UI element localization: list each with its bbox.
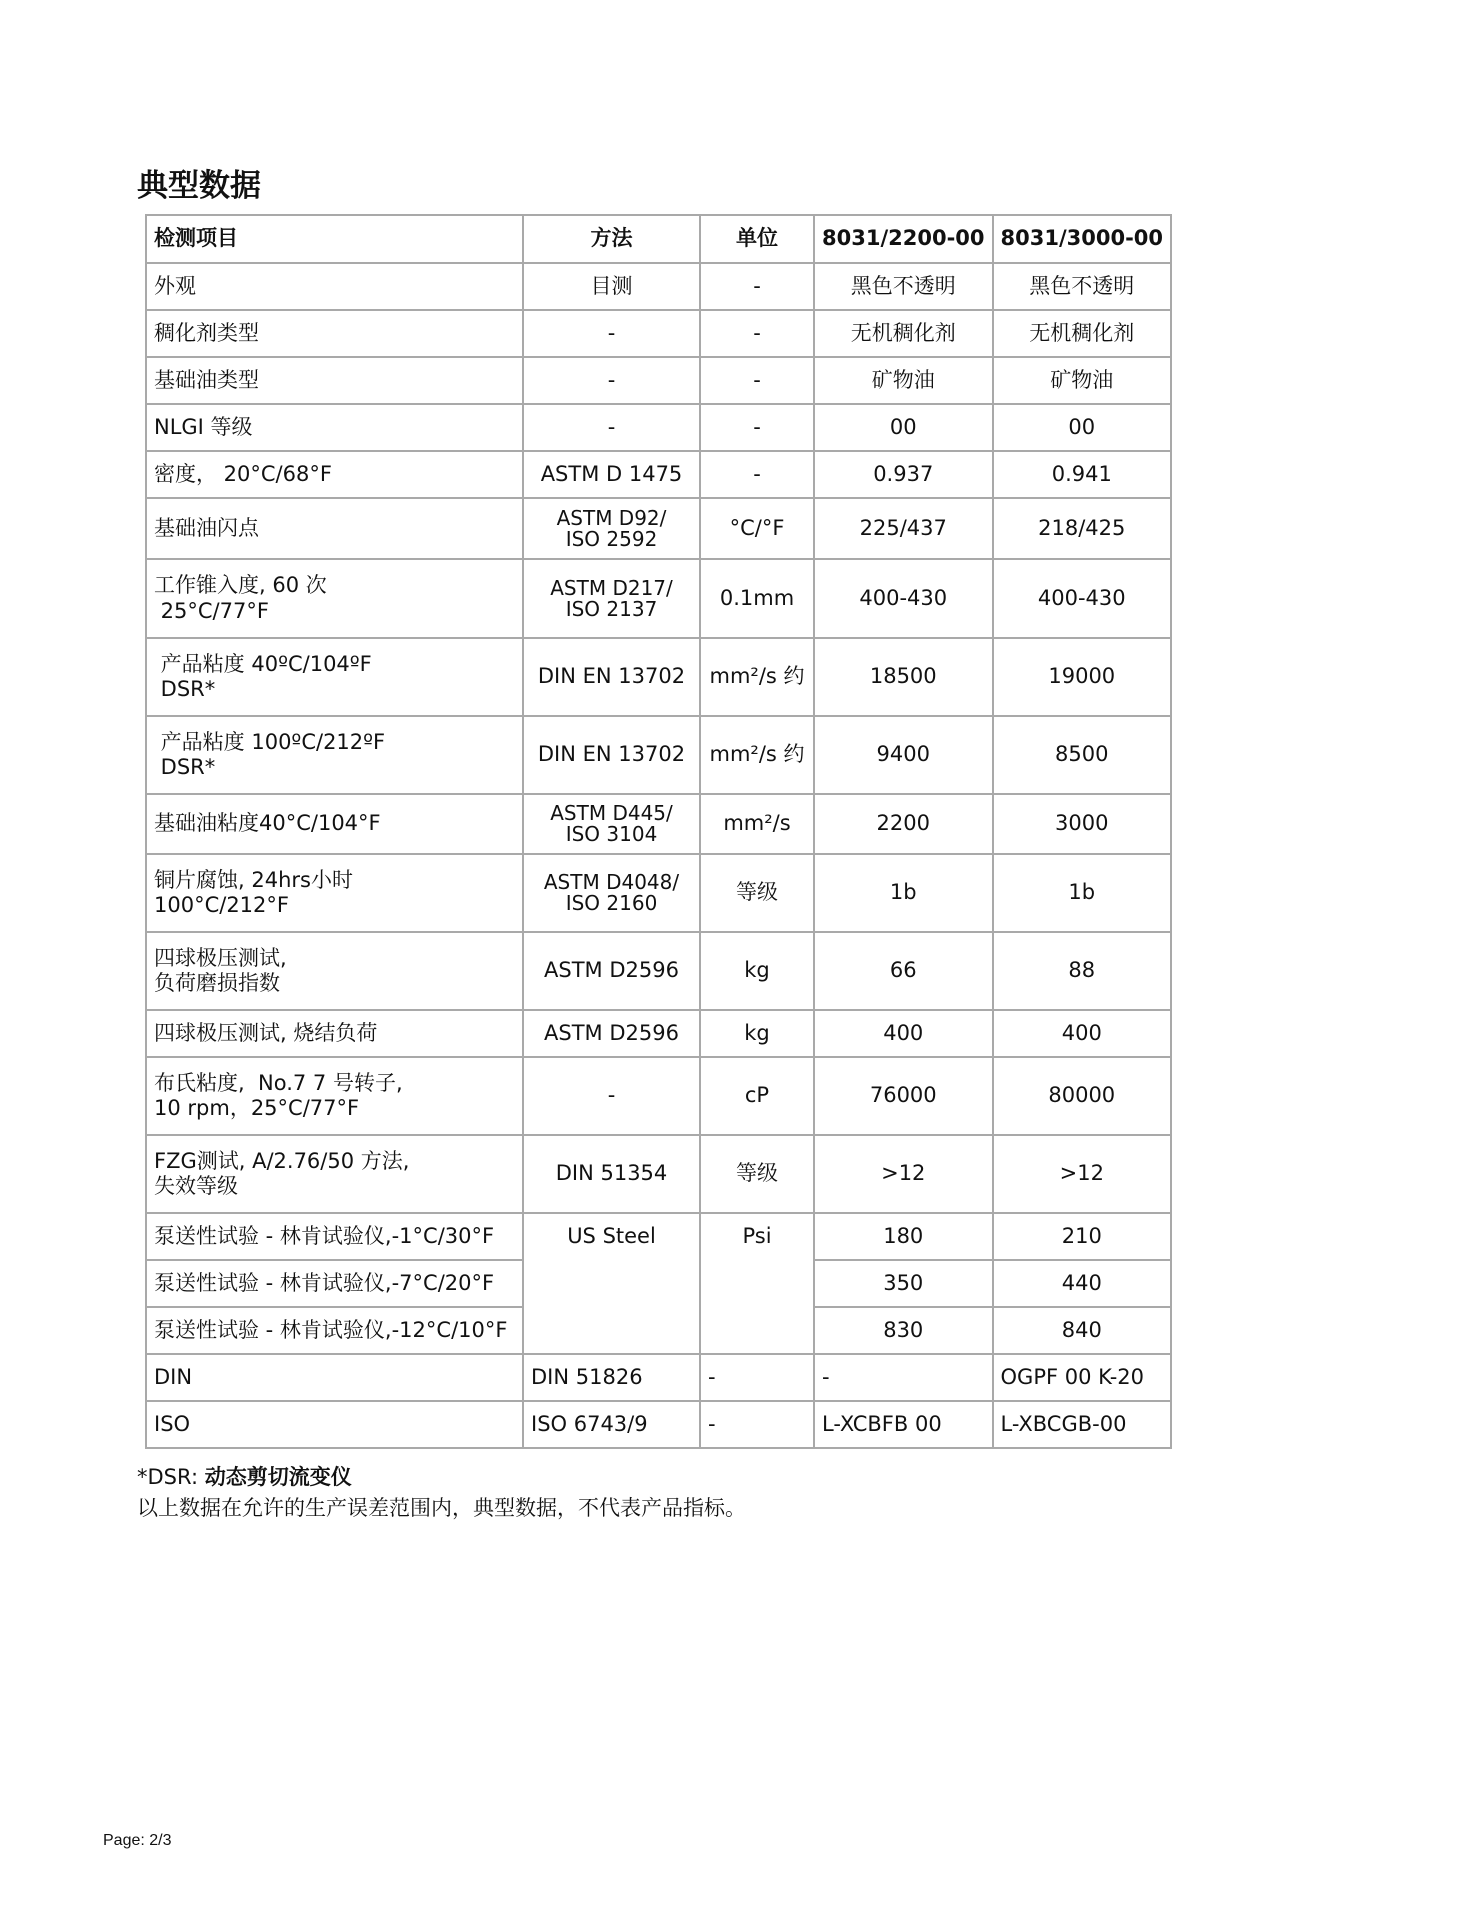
table-cell: 00 xyxy=(993,404,1172,451)
table-cell: - xyxy=(814,1354,993,1401)
column-header: 8031/2200-00 xyxy=(814,215,993,263)
table-cell: ASTM D445/ ISO 3104 xyxy=(523,794,700,854)
table-cell: OGPF 00 K-20 xyxy=(993,1354,1172,1401)
table-cell: - xyxy=(700,404,814,451)
footnote-definition: 动态剪切流变仪 xyxy=(204,1465,352,1489)
table-cell: kg xyxy=(700,932,814,1010)
table-row xyxy=(146,716,1171,794)
table-row xyxy=(146,263,1171,310)
table-cell: 基础油粘度40°C/104°F xyxy=(146,794,523,854)
table-cell: 88 xyxy=(993,932,1172,1010)
table-cell: - xyxy=(700,451,814,498)
table-cell: kg xyxy=(700,1010,814,1057)
table-cell: 3000 xyxy=(993,794,1172,854)
table-cell: 无机稠化剂 xyxy=(993,310,1172,357)
table-cell: ISO xyxy=(146,1401,523,1448)
table-row xyxy=(146,1213,1171,1260)
table-row xyxy=(146,357,1171,404)
table-cell: - xyxy=(700,1401,814,1448)
table-cell: 基础油类型 xyxy=(146,357,523,404)
table-cell: L-XCBFB 00 xyxy=(814,1401,993,1448)
table-cell: 8500 xyxy=(993,716,1172,794)
table-cell: 2200 xyxy=(814,794,993,854)
table-cell: ASTM D217/ ISO 2137 xyxy=(523,559,700,638)
table-row xyxy=(146,404,1171,451)
table-cell: 440 xyxy=(993,1260,1172,1307)
table-cell: 密度， 20°C/68°F xyxy=(146,451,523,498)
table-cell: mm²/s 约 xyxy=(700,716,814,794)
table-cell: cP xyxy=(700,1057,814,1135)
table-cell: 产品粘度 100ºC/212ºF DSR* xyxy=(146,716,523,794)
table-cell: 0.941 xyxy=(993,451,1172,498)
table-row xyxy=(146,1010,1171,1057)
column-header: 方法 xyxy=(523,215,700,263)
table-row xyxy=(146,854,1171,932)
table-cell: 等级 xyxy=(700,854,814,932)
table-cell: ISO 6743/9 xyxy=(523,1401,700,1448)
table-cell: >12 xyxy=(993,1135,1172,1213)
column-header: 检测项目 xyxy=(146,215,523,263)
table-cell: 工作锥入度, 60 次 25°C/77°F xyxy=(146,559,523,638)
table-cell: 19000 xyxy=(993,638,1172,716)
table-cell: 840 xyxy=(993,1307,1172,1354)
table-cell: DIN EN 13702 xyxy=(523,638,700,716)
table-cell: - xyxy=(700,310,814,357)
column-header: 8031/3000-00 xyxy=(993,215,1172,263)
table-cell: - xyxy=(700,357,814,404)
table-cell: 铜片腐蚀, 24hrs小时 100°C/212°F xyxy=(146,854,523,932)
table-cell: 1b xyxy=(814,854,993,932)
table-cell: - xyxy=(523,1057,700,1135)
table-cell: 350 xyxy=(814,1260,993,1307)
table-cell: ASTM D92/ ISO 2592 xyxy=(523,498,700,559)
table-cell: 400 xyxy=(993,1010,1172,1057)
table-cell: - xyxy=(700,263,814,310)
table-cell: 218/425 xyxy=(993,498,1172,559)
page-number: Page: 2/3 xyxy=(103,1832,172,1849)
table-cell: 80000 xyxy=(993,1057,1172,1135)
table-cell: NLGI 等级 xyxy=(146,404,523,451)
table-cell: ASTM D2596 xyxy=(523,932,700,1010)
footnote-prefix: *DSR: xyxy=(137,1465,205,1489)
dsr-footnote xyxy=(137,1461,352,1491)
table-cell: DIN 51826 xyxy=(523,1354,700,1401)
table-cell: 无机稠化剂 xyxy=(814,310,993,357)
table-row xyxy=(146,310,1171,357)
pump-method-cell: US Steel xyxy=(523,1213,700,1354)
table-cell: 泵送性试验 - 林肯试验仪,-12°C/10°F xyxy=(146,1307,523,1354)
table-cell: mm²/s xyxy=(700,794,814,854)
table-cell: 225/437 xyxy=(814,498,993,559)
table-cell: DIN xyxy=(146,1354,523,1401)
table-cell: ASTM D 1475 xyxy=(523,451,700,498)
table-row xyxy=(146,932,1171,1010)
table-cell: 基础油闪点 xyxy=(146,498,523,559)
table-cell: mm²/s 约 xyxy=(700,638,814,716)
table-cell: - xyxy=(700,1354,814,1401)
table-cell: DIN 51354 xyxy=(523,1135,700,1213)
table-cell: 产品粘度 40ºC/104ºF DSR* xyxy=(146,638,523,716)
table-cell: °C/°F xyxy=(700,498,814,559)
table-cell: 1b xyxy=(993,854,1172,932)
table-cell: 66 xyxy=(814,932,993,1010)
table-cell: 黑色不透明 xyxy=(814,263,993,310)
table-cell: 180 xyxy=(814,1213,993,1260)
table-row xyxy=(146,451,1171,498)
table-cell: 0.937 xyxy=(814,451,993,498)
table-cell: 四球极压测试, 负荷磨损指数 xyxy=(146,932,523,1010)
table-cell: L-XBCGB-00 xyxy=(993,1401,1172,1448)
table-cell: - xyxy=(523,404,700,451)
table-cell: 400 xyxy=(814,1010,993,1057)
column-header: 单位 xyxy=(700,215,814,263)
table-cell: 布氏粘度, No.7 7 号转子, 10 rpm，25°C/77°F xyxy=(146,1057,523,1135)
table-cell: 四球极压测试, 烧结负荷 xyxy=(146,1010,523,1057)
table-cell: 矿物油 xyxy=(993,357,1172,404)
table-cell: >12 xyxy=(814,1135,993,1213)
disclaimer: 以上数据在允许的生产误差范围内，典型数据，不代表产品指标。 xyxy=(137,1496,746,1520)
section-title: 典型数据 xyxy=(137,168,261,204)
table-cell: - xyxy=(523,310,700,357)
table-cell: 00 xyxy=(814,404,993,451)
table-cell: ASTM D2596 xyxy=(523,1010,700,1057)
table-header-row xyxy=(146,215,1171,263)
table-cell: 400-430 xyxy=(993,559,1172,638)
table-cell: - xyxy=(523,357,700,404)
table-cell: FZG测试, A/2.76/50 方法, 失效等级 xyxy=(146,1135,523,1213)
table-row xyxy=(146,638,1171,716)
table-cell: 210 xyxy=(993,1213,1172,1260)
table-cell: ASTM D4048/ ISO 2160 xyxy=(523,854,700,932)
table-cell: 400-430 xyxy=(814,559,993,638)
table-cell: 矿物油 xyxy=(814,357,993,404)
table-cell: 黑色不透明 xyxy=(993,263,1172,310)
table-cell: DIN EN 13702 xyxy=(523,716,700,794)
table-cell: 等级 xyxy=(700,1135,814,1213)
table-cell: 830 xyxy=(814,1307,993,1354)
table-cell: 76000 xyxy=(814,1057,993,1135)
table-cell: 外观 xyxy=(146,263,523,310)
table-row xyxy=(146,1354,1171,1401)
table-row xyxy=(146,498,1171,559)
pump-unit-cell: Psi xyxy=(700,1213,814,1354)
table-cell: 18500 xyxy=(814,638,993,716)
table-cell: 稠化剂类型 xyxy=(146,310,523,357)
table-row xyxy=(146,559,1171,638)
table-cell: 目测 xyxy=(523,263,700,310)
table-row xyxy=(146,1057,1171,1135)
table-cell: 0.1mm xyxy=(700,559,814,638)
table-cell: 泵送性试验 - 林肯试验仪,-1°C/30°F xyxy=(146,1213,523,1260)
table-row xyxy=(146,1135,1171,1213)
table-row xyxy=(146,794,1171,854)
typical-data-table xyxy=(145,214,1172,1449)
table-cell: 9400 xyxy=(814,716,993,794)
table-cell: 泵送性试验 - 林肯试验仪,-7°C/20°F xyxy=(146,1260,523,1307)
table-row xyxy=(146,1401,1171,1448)
